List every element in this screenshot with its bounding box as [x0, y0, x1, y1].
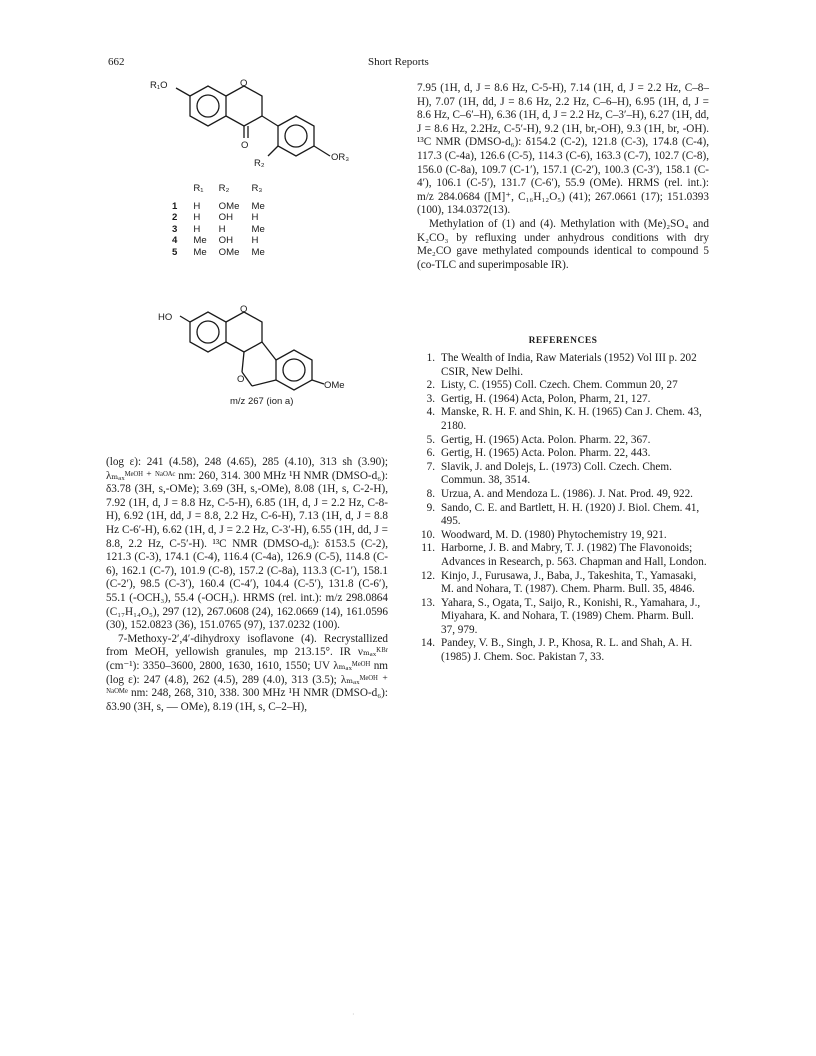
reference-item [417, 379, 709, 393]
reference-number: 9. [426, 501, 435, 514]
ho-label: HO [158, 312, 173, 323]
ring-oxygen-label: O [240, 78, 248, 89]
r2-cell: OMe [218, 246, 240, 258]
fragment-ion-structure [158, 300, 378, 400]
reference-item [417, 434, 709, 448]
compound-number: 2 [172, 212, 178, 224]
reference-text: Listy, C. (1955) Coll. Czech. Chem. Commun 20, 27 [441, 379, 678, 392]
reference-number: 10. [421, 528, 435, 541]
table-row [166, 235, 271, 247]
compound-number: 4 [172, 235, 178, 247]
reference-item [417, 570, 709, 597]
references-heading: REFERENCES [528, 336, 598, 346]
left-column-text [106, 456, 388, 714]
r1-cell: Me [193, 235, 207, 247]
compound-number: 1 [172, 200, 178, 212]
r1-cell: H [193, 200, 201, 212]
r3-cell: H [251, 212, 259, 224]
right-column-text [417, 82, 709, 272]
reference-item [417, 637, 709, 664]
oxonium-oxygen-label: O [240, 304, 248, 315]
table-row [166, 201, 271, 213]
compound-number: 5 [172, 246, 178, 258]
reference-list [417, 352, 709, 665]
compound-number: 3 [172, 223, 178, 235]
r2-cell: OMe [218, 200, 240, 212]
table-row [166, 212, 271, 224]
r3-header: R₃ [251, 183, 263, 195]
reference-number: 12. [421, 569, 435, 582]
reference-item [417, 461, 709, 488]
reference-item [417, 352, 709, 379]
reference-text: Urzua, A. and Mendoza L. (1986). J. Nat. Prod. 49, 922. [441, 487, 693, 500]
r3-cell: H [251, 235, 259, 247]
reference-text: Pandey, V. B., Singh, J. P., Khosa, R. L. and Shah, A. H. (1985) J. Chem. Soc. Pakistan 7, 33. [441, 637, 693, 664]
scan-mark: · [352, 1010, 355, 1019]
table-row [166, 247, 271, 259]
ion-caption: m/z 267 (ion a) [230, 396, 294, 407]
spectral-data-paragraph: (log ε): 241 (4.58), 248 (4.65), 285 (4.10), 313 sh (3.90); λₘₐₓᴹᵉᴼᴴ ⁺ ᴺᵃᴼᴬᶜ nm: 260, 314. 300 MHz ¹H NMR (DMSO-d₆): δ3.78 (3H, s,-OMe); 3.69 (3H, s,-OMe), 8.08 (1H, s, C-2-H), 7.92 (1H, d, J = 8.8 Hz, C-5-H), 6.85 (1H, d, J = 2.2 Hz, C-8-H), 6.92 (1H, dd, J = 8.8, 2.2 Hz, C-6-H), 7.13 (1H, d, J = 8.8 Hz C-6′-H), 6.62 (1H, d, J = 2.2 Hz, C-3′-H), 6.55 (1H, dd, J = 8.8, 2.2 Hz, C-5′-H). ¹³C NMR (DMSO-d₆): δ153.5 (C-2), 121.3 (C-3), 174.1 (C-4), 116.4 (C-4a), 126.9 (C-5), 114.8 (C-6), 162.1 (C-7), 101.9 (C-8), 157.2 (C-8a), 113.3 (C-1′), 158.1 (C-2′), 98.5 (C-3′), 160.4 (C-4′), 104.4 (C-5′), 131.8 (C-6′), 55.1 (-OCH₃), 55.4 (-OCH₃). HRMS (rel. int.): m/z 298.0864 (C₁₇H₁₄O₅), 297 (12), 267.0608 (24), 162.0669 (14), 161.0596 (30), 152.0823 (36), 151.0765 (97), 137.0232 (100). [106, 456, 388, 632]
reference-number: 14. [421, 637, 435, 650]
substituent-table [166, 183, 271, 258]
table-row [166, 224, 271, 236]
reference-text: Kinjo, J., Furusawa, J., Baba, J., Takeshita, T., Yamasaki, M. and Nohara, T. (1987). Chem. Pharm. Bull. 35, 4846. [441, 569, 697, 596]
reference-item [417, 542, 709, 569]
reference-text: Woodward, M. D. (1980) Phytochemistry 19, 921. [441, 528, 667, 541]
reference-item [417, 529, 709, 543]
reference-number: 8. [426, 487, 435, 500]
r1-cell: H [193, 223, 201, 235]
r1-header: R₁ [193, 183, 204, 195]
r2-cell: OH [218, 235, 234, 247]
r2-cell: OH [218, 212, 234, 224]
reference-text: Sando, C. E. and Bartlett, H. H. (1920) J. Biol. Chem. 41, 495. [441, 501, 700, 528]
reference-item [417, 597, 709, 638]
r2-label: R₂ [254, 158, 265, 169]
r1o-label: R₁O [150, 80, 168, 91]
ring-oxygen-label: O [237, 374, 245, 385]
running-head: Short Reports [368, 56, 429, 68]
reference-item [417, 406, 709, 433]
r1-cell: Me [193, 246, 207, 258]
r2-cell: H [218, 223, 226, 235]
r1-cell: H [193, 212, 201, 224]
reference-text: The Wealth of India, Raw Materials (1952) Vol III p. 202 CSIR, New Delhi. [441, 352, 697, 378]
reference-number: 4. [426, 406, 435, 419]
page-number: 662 [108, 56, 125, 68]
methylation-paragraph: Methylation of (1) and (4). Methylation with (Me)₂SO₄ and K₂CO₃ by refluxing under anhydrous conditions with dry Me₂CO gave methylated compounds identical to compound 5 (co-TLC and superimposable IR). [417, 217, 709, 271]
reference-number: 7. [426, 460, 435, 473]
reference-number: 3. [426, 392, 435, 405]
r2-header: R₂ [218, 183, 230, 195]
reference-text: Gertig, H. (1965) Acta. Polon. Pharm. 22, 443. [441, 447, 651, 460]
reference-item [417, 447, 709, 461]
or3-label: OR₃ [331, 152, 350, 163]
reference-item [417, 488, 709, 502]
reference-item [417, 393, 709, 407]
ome-label: OMe [324, 380, 345, 391]
reference-text: Harborne, J. B. and Mabry, T. J. (1982) The Flavonoids; Advances in Research, p. 563. Chapman and Hall, London. [441, 542, 707, 568]
reference-text: Gertig, H. (1965) Acta. Polon. Pharm. 22, 367. [441, 433, 651, 446]
r3-cell: Me [251, 223, 265, 235]
r3-cell: Me [251, 200, 265, 212]
nmr-data-paragraph: 7.95 (1H, d, J = 8.6 Hz, C-5-H), 7.14 (1H, d, J = 2.2 Hz, C–8–H), 7.07 (1H, dd, J = 8.6 Hz, 2.2 Hz, C–6–H), 6.95 (1H, d, J = 8.6 Hz, C–6′–H), 6.36 (1H, d, J = 2.2 Hz, C–3′–H), 6.27 (1H, dd, J = 8.6 Hz, 2.2Hz, C-5′-H), 9.2 (1H, br,-OH), 9.3 (1H, br, -OH). ¹³C NMR (DMSO-d₆): δ154.2 (C-2), 121.8 (C-3), 174.8 (C-4), 117.3 (C-4a), 126.6 (C-5), 114.3 (C-6), 163.3 (C-7), 102.7 (C-8), 156.0 (C-8a), 109.7 (C-1′), 157.1 (C-2′), 100.3 (C-3′), 158.1 (C-4′), 106.1 (C-5′), 131.7 (C-6′), 55.9 (OMe). HRMS (rel. int.): m/z 284.0684 ([M]⁺, C₁₆H₁₂O₅) (41); 267.0661 (17); 151.0393 (100), 134.0372(13). [417, 82, 709, 217]
reference-number: 11. [421, 542, 435, 555]
reference-number: 5. [426, 433, 435, 446]
reference-number: 13. [421, 596, 435, 609]
reference-text: Manske, R. H. F. and Shin, K. H. (1965) Can J. Chem. 43, 2180. [441, 406, 702, 432]
isoflavone-structure [150, 74, 380, 189]
compound-4-paragraph: 7-Methoxy-2′,4′-dihydroxy isoflavone (4). Recrystallized from MeOH, yellowish granules, mp 213.15°. IR νₘₐₓᴷᴮʳ (cm⁻¹): 3350–3600, 2800, 1630, 1610, 1550; UV λₘₐₓᴹᵉᴼᴴ nm (log ε): 247 (4.8), 262 (4.5), 289 (4.0), 313 (3.5); λₘₐₓᴹᵉᴼᴴ ⁺ ᴺᵃᴼᴹᵉ nm: 248, 268, 310, 338. 300 MHz ¹H NMR (DMSO-d₆): δ3.90 (3H, s, — OMe), 8.19 (1H, s, C–2–H), [106, 632, 388, 713]
r3-cell: Me [251, 246, 265, 258]
reference-number: 2. [426, 379, 435, 392]
carbonyl-oxygen-label: O [241, 140, 249, 151]
reference-text: Slavik, J. and Dolejs, L. (1973) Coll. Czech. Chem. Commun. 38, 3514. [441, 460, 672, 487]
reference-text: Gertig, H. (1964) Acta, Polon, Pharm, 21, 127. [441, 392, 651, 405]
reference-number: 1. [426, 352, 435, 364]
reference-item [417, 502, 709, 529]
reference-number: 6. [426, 447, 435, 460]
reference-text: Yahara, S., Ogata, T., Saijo, R., Konishi, R., Yamahara, J., Miyahara, K. and Nohara, T. (1989) Chem. Pharm. Bull. 37, 979. [441, 596, 701, 636]
